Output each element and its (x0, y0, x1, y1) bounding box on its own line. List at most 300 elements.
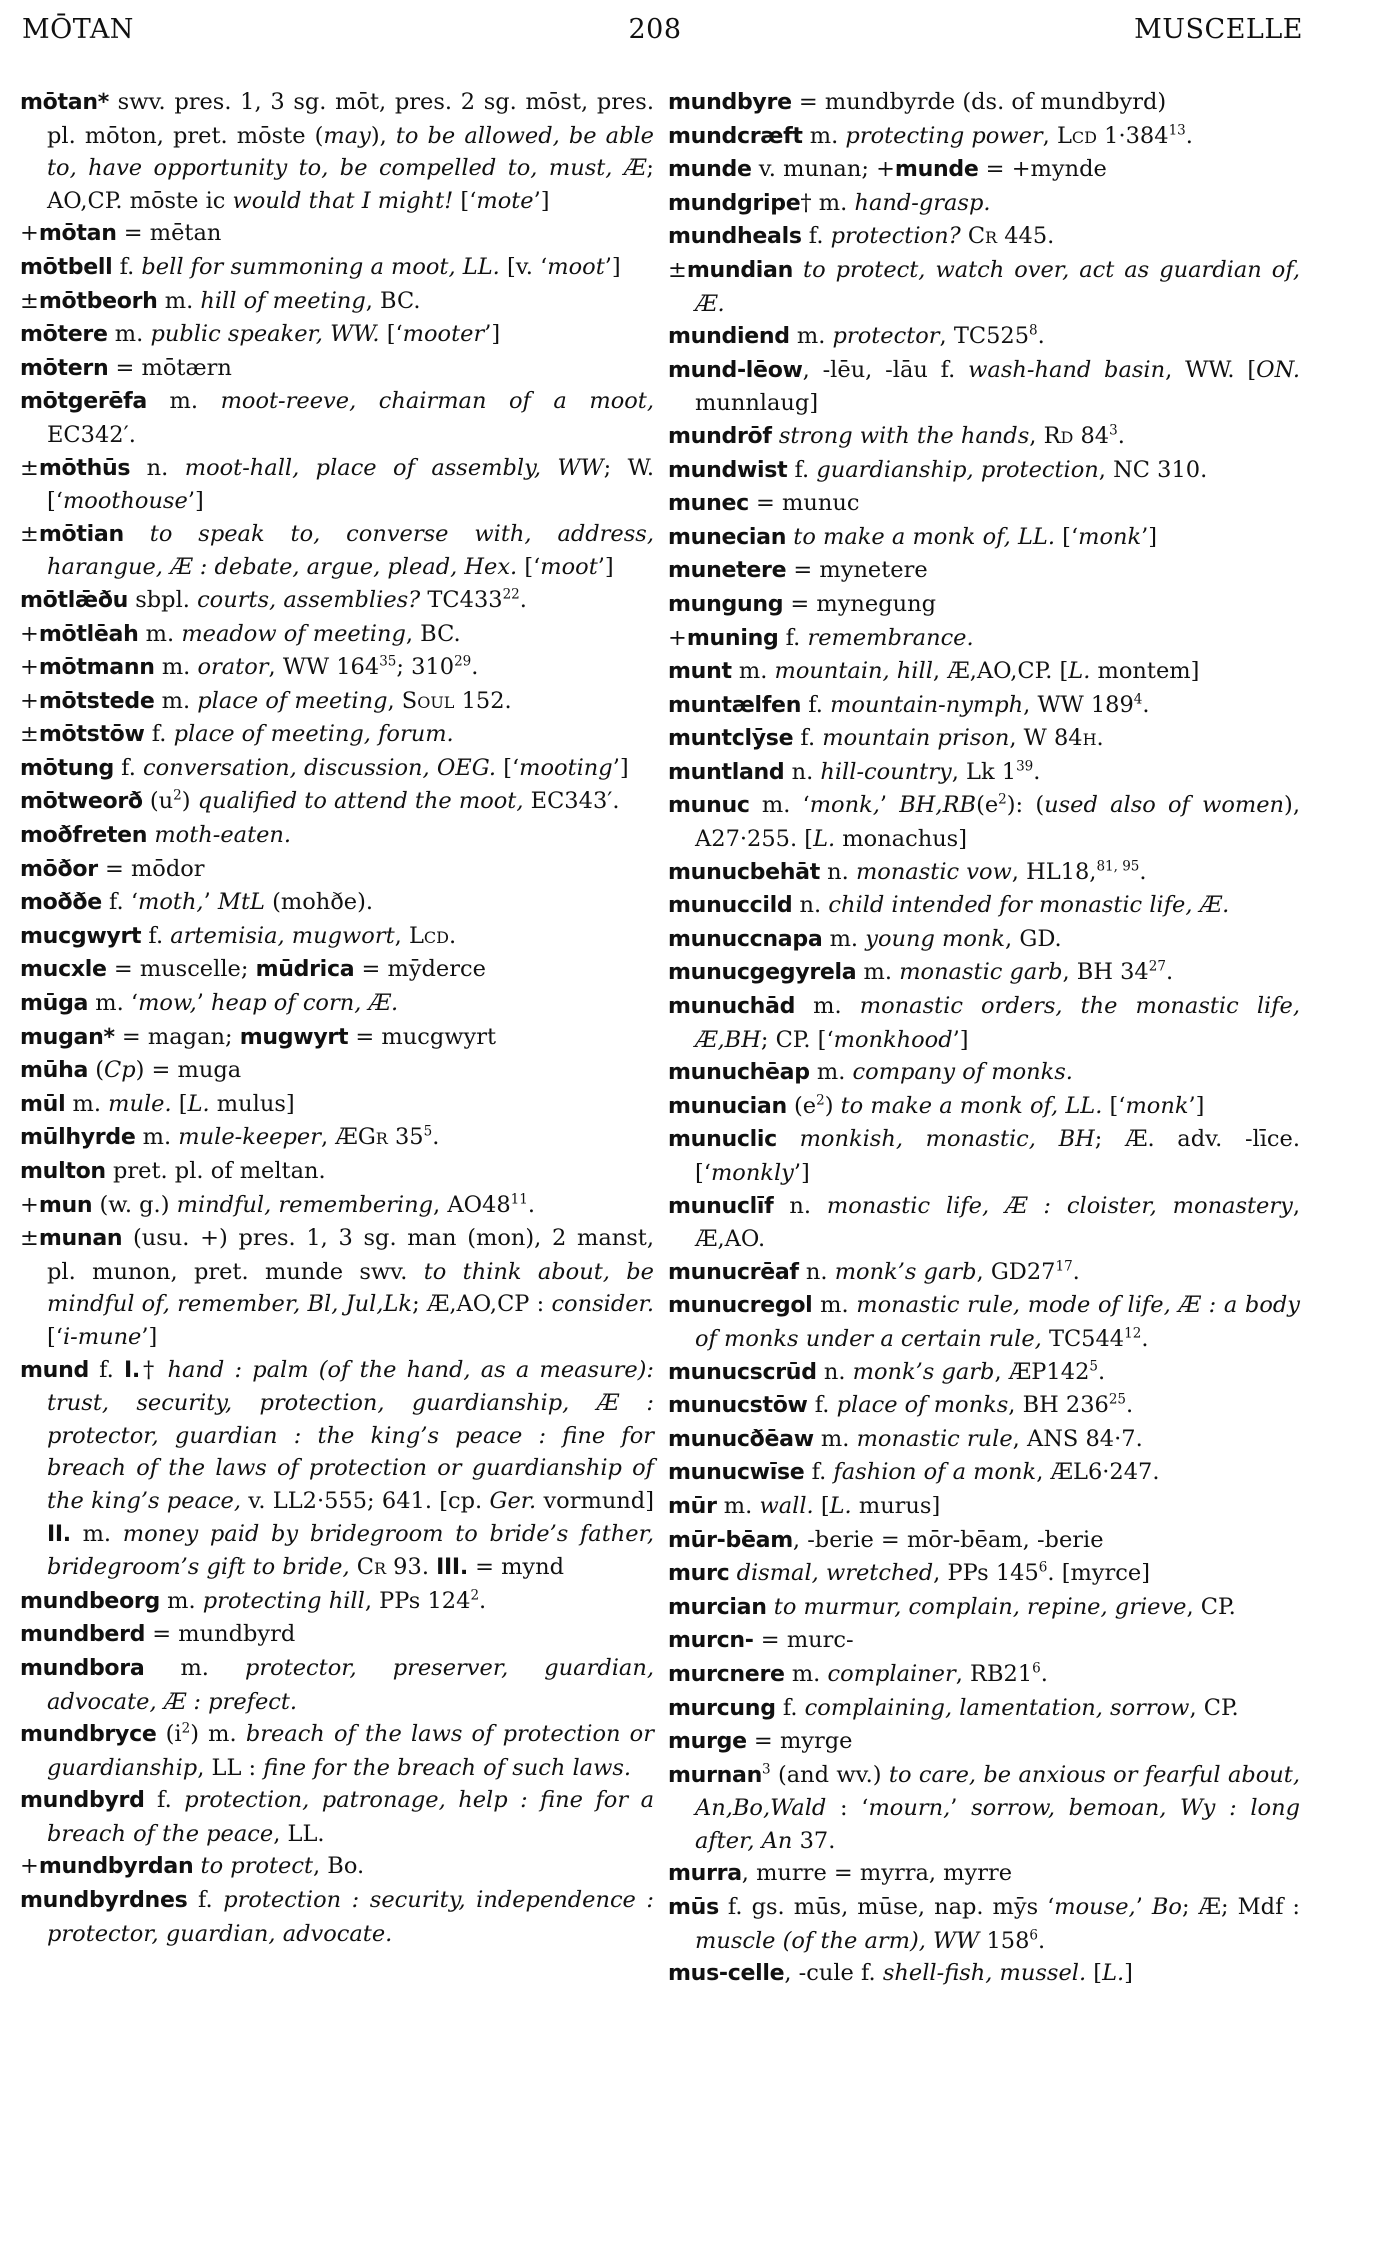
entry-text (729, 1560, 736, 1586)
dictionary-entry (668, 454, 1300, 488)
definition-italic: to make a monk of, LL. (793, 523, 1056, 550)
entry-text: m. (144, 1654, 245, 1681)
headword: munuccild (668, 893, 793, 919)
definition-italic: orator (197, 654, 269, 681)
entry-text (124, 521, 150, 547)
definition-italic: would that I might! (232, 187, 454, 214)
reference-superscript: 5 (423, 1123, 433, 1140)
definition-italic: MtL (217, 889, 265, 916)
entry-text: m. (813, 1425, 857, 1452)
dictionary-entry (668, 1759, 1300, 1858)
definition-italic: moot (540, 554, 598, 581)
entry-text: n. (773, 1192, 827, 1219)
headword: mōtbeorh (38, 288, 158, 314)
dictionary-entry (20, 1652, 654, 1718)
headword: munucstōw (668, 1393, 808, 1419)
entry-text: m. (157, 287, 201, 314)
entry-text: sbpl. (128, 586, 198, 613)
headword: mus-celle (668, 1961, 785, 1987)
headword: mundbyrdnes (20, 1888, 188, 1914)
definition-italic: moothouse (62, 488, 188, 515)
entry-text: m. (154, 654, 198, 681)
entry-text: . (1097, 1358, 1106, 1385)
entry-text: [ (171, 1090, 188, 1117)
definition-italic: breach of the laws of protection or guardianship (47, 1721, 654, 1781)
definition-italic: hand-grasp. (854, 189, 991, 216)
definition-italic: sorrow, bemoan, Wy : long after, An (695, 1795, 1300, 1854)
dictionary-entry (668, 1356, 1300, 1390)
entry-text: . (1185, 122, 1193, 149)
entry-text (793, 257, 803, 283)
definition-italic: mow, (138, 990, 197, 1017)
headword: mundbeorg (20, 1588, 160, 1614)
definition-italic: child intended for monastic life, Æ. (828, 892, 1230, 919)
entry-text: f. (804, 1459, 834, 1486)
entry-text: f. (144, 1787, 185, 1814)
definition-italic: monk’s garb (852, 1358, 995, 1385)
definition-italic: mule-keeper (178, 1124, 321, 1151)
headword: mundgripe (668, 190, 801, 216)
entry-text: , RB21 (955, 1660, 1033, 1687)
dictionary-entry (20, 1088, 654, 1122)
source-abbreviation: Cr (356, 1554, 387, 1581)
reference-superscript: 39 (1016, 758, 1034, 775)
dictionary-entry (668, 1524, 1300, 1558)
entry-text: , ANS 84·7. (1012, 1425, 1143, 1452)
entry-text: monachus] (835, 826, 968, 853)
entry-text: (e (786, 1092, 817, 1119)
headword: munec (668, 491, 749, 517)
source-abbreviation: Rd (1043, 422, 1074, 449)
entry-text: n. (792, 892, 829, 919)
entry-text: m. (731, 658, 775, 685)
dictionary-entry (668, 1423, 1300, 1457)
entry-text: (mohðe). (264, 889, 374, 916)
source-abbreviation: Cr (967, 223, 998, 250)
entry-text: ; Æ. adv. -līce. [‘ (695, 1126, 1301, 1186)
entry-text: f. ‘ (101, 889, 139, 916)
reference-superscript: 13 (1168, 122, 1186, 139)
entry-text: ; 310 (396, 654, 455, 681)
entry-text: . (1117, 422, 1125, 449)
definition-italic: guardianship, protection (816, 456, 1099, 483)
headword: mōtan (38, 221, 117, 247)
definition-italic: young monk (865, 925, 1006, 952)
dictionary-entry (668, 1957, 1300, 1991)
definition-italic: mouse, (1054, 1894, 1136, 1921)
entry-text: f. (144, 721, 174, 748)
headword: mundbyre (668, 90, 792, 115)
dictionary-entry (20, 251, 654, 285)
definition-italic: L. (1102, 1960, 1125, 1987)
reference-superscript: 6 (1029, 1927, 1038, 1944)
entry-text: m. (65, 1090, 109, 1117)
entry-text: [ (1086, 1960, 1103, 1987)
definition-italic: mooter (402, 321, 485, 348)
definition-italic: monastic vow (855, 858, 1012, 885)
definition-italic: mooting (519, 754, 613, 781)
entry-text: , Æ,AO,CP. [ (932, 658, 1069, 685)
reference-superscript: 3 (762, 1761, 771, 1778)
entry-text: m. (809, 1059, 853, 1086)
entry-text: m. ‘ (749, 792, 810, 819)
entry-text: m. (856, 959, 900, 986)
definition-italic: mountain, hill (774, 658, 933, 685)
headword: mōðor (20, 856, 98, 882)
entry-text: + (20, 687, 39, 714)
definition-italic: mote (476, 187, 534, 214)
reference-superscript: 8 (1029, 322, 1038, 339)
definition-italic: to make a monk of, LL. (840, 1092, 1103, 1119)
entry-text: . (1142, 691, 1150, 718)
dictionary-entry (20, 1884, 654, 1950)
dictionary-entry (20, 651, 654, 685)
entry-text: m. (795, 993, 860, 1020)
definition-italic: protection, patronage, help : fine for a breach of the peace (47, 1787, 654, 1847)
entry-text: 37. (792, 1827, 836, 1854)
entry-text: 84 (1073, 422, 1110, 449)
entry-text: [‘ (47, 1323, 63, 1350)
headword: mūlhyrde (20, 1125, 136, 1151)
dictionary-entry (20, 1121, 654, 1155)
dictionary-entry (20, 1054, 654, 1088)
dictionary-entry (20, 685, 654, 719)
entry-text: . (1040, 1660, 1048, 1687)
entry-text: m. ‘ (88, 990, 139, 1017)
dictionary-entry (20, 1222, 654, 1353)
entry-text: = mundbyrde (ds. of mundbyrd) (791, 89, 1167, 115)
entry-text: : ‘ (826, 1795, 869, 1822)
entry-text: . (527, 1191, 535, 1218)
entry-text: , (394, 922, 409, 949)
headword: muntælfen (668, 692, 802, 718)
entry-text: n. (819, 858, 856, 885)
dictionary-entry (668, 689, 1300, 723)
entry-text: + (20, 1853, 39, 1880)
headword: mūr-bēam (668, 1527, 793, 1553)
headword: murcnere (668, 1661, 785, 1687)
entry-text: , ÆL6·247. (1036, 1459, 1160, 1486)
headword: murc (668, 1561, 730, 1587)
dictionary-entry (20, 819, 654, 853)
headword: munuccnapa (668, 926, 823, 952)
headword: mūga (20, 991, 89, 1017)
headword: munucregol (668, 1293, 813, 1319)
definition-italic: monkhood (833, 1026, 953, 1053)
entry-text: montem] (1090, 658, 1200, 685)
headword: munt (668, 659, 732, 685)
entry-text: [‘ (379, 321, 403, 348)
entry-text: ) (181, 788, 198, 815)
headword: munde (668, 157, 752, 183)
definition-italic: to protect, watch over, act as guardian of, Æ. (695, 256, 1300, 317)
definition-italic: artemisia, mugwort (170, 922, 395, 949)
entry-text: EC342′. (47, 421, 136, 448)
entry-text: f. (778, 624, 808, 651)
entry-text: m. (138, 620, 182, 647)
entry-text: f. (187, 1887, 224, 1914)
dictionary-entry (668, 722, 1300, 756)
entry-text: v. LL2·555; 641. [cp. (241, 1487, 490, 1514)
reference-superscript: 12 (1124, 1325, 1142, 1342)
dictionary-entry (668, 1090, 1300, 1124)
entry-text: , WW 164 (268, 654, 380, 681)
entry-text: 1·384 (1096, 122, 1169, 149)
definition-italic: BH,RB (899, 792, 977, 819)
entry-text: m. (159, 1587, 203, 1614)
definition-italic: dismal, wretched (736, 1560, 934, 1587)
entry-text: m. (70, 1520, 123, 1547)
left-column (20, 86, 654, 1950)
definition-italic: moot-hall, place of assembly, WW (184, 454, 604, 481)
entry-text: , LL. (273, 1820, 325, 1847)
entry-text: . (479, 1587, 487, 1614)
entry-text: = mōdor (97, 855, 205, 882)
source-abbreviation: Lcd (1056, 122, 1097, 149)
entry-text: , WW 189 (1023, 691, 1134, 718)
definition-italic: monk (1125, 1092, 1189, 1119)
right-column (668, 86, 1300, 1991)
entry-text: f. (114, 754, 144, 781)
entry-text: ’] (597, 554, 614, 581)
definition-italic: moot (547, 253, 605, 280)
entry-text: , -berie = mōr-bēam, -berie (792, 1526, 1104, 1553)
entry-text: f. (112, 253, 142, 280)
headword: mund-lēow (668, 357, 803, 383)
entry-text: 93. (386, 1554, 437, 1581)
dictionary-entry (668, 655, 1300, 689)
definition-italic: moth, (138, 889, 204, 916)
dictionary-entry (668, 187, 1300, 221)
dictionary-entry (668, 1490, 1300, 1524)
definition-italic: hand : palm (of the hand, as a measure): trust, security, protection, guardianship, Æ : protector, guardian : the king’s peace : fine for breach of the laws of protection or guardianship of the king’s peace, (47, 1356, 655, 1514)
entry-text: . [myrce] (1047, 1560, 1150, 1587)
definition-italic: mindful, remembering (176, 1191, 434, 1218)
headword: munucbehāt (668, 859, 820, 885)
definition-italic: to think about, be mindful of, remember, Bl, Jul,Lk (47, 1258, 654, 1318)
headword: mōtung (20, 755, 115, 781)
definition-italic: L. (829, 1492, 852, 1519)
entry-text: m. (812, 1292, 857, 1319)
entry-text: m. (789, 323, 833, 350)
entry-text: 158 (979, 1927, 1030, 1954)
dictionary-entry (668, 1456, 1300, 1490)
dictionary-entry (668, 521, 1300, 555)
entry-text: mulus] (209, 1090, 295, 1117)
dictionary-entry (668, 1658, 1300, 1692)
dictionary-entry (20, 318, 654, 352)
entry-text (777, 1126, 800, 1152)
entry-text: = munuc (748, 490, 860, 517)
headword: mōtian (38, 521, 124, 547)
definition-italic: Bo (1151, 1894, 1182, 1921)
definition-italic: moth-eaten. (154, 822, 292, 849)
entry-text: , LL : (197, 1754, 264, 1781)
dictionary-entry (20, 618, 654, 652)
entry-text: [ (813, 1492, 830, 1519)
entry-text: m. (716, 1492, 760, 1519)
dictionary-entry (20, 1618, 654, 1652)
entry-text (193, 1853, 200, 1879)
entry-text: (w. g.) (92, 1191, 177, 1218)
definition-italic: to protect (200, 1853, 313, 1880)
reference-superscript: 5 (1089, 1358, 1098, 1375)
headword: I. (124, 1357, 140, 1383)
reference-superscript: 2 (173, 787, 182, 804)
entry-text: . (471, 654, 479, 681)
entry-text: ’] (793, 1160, 810, 1186)
dictionary-entry (668, 1056, 1300, 1090)
entry-text: EC343′. (523, 788, 620, 815)
definition-italic: mule. (108, 1090, 172, 1117)
reference-superscript: 2 (470, 1587, 480, 1604)
entry-text: m. (802, 122, 846, 149)
entry-text: n. (798, 1258, 835, 1285)
dictionary-entry (20, 953, 654, 987)
entry-text: , Bo. (313, 1853, 365, 1880)
headword: II. (47, 1521, 71, 1547)
entry-text: . (1072, 1258, 1080, 1285)
dictionary-entry (668, 120, 1300, 154)
definition-italic: place of monks (836, 1392, 1009, 1419)
entry-text: (i (156, 1721, 182, 1748)
entry-text: = murc- (753, 1627, 854, 1654)
headword: murcn- (668, 1628, 754, 1654)
entry-text: [v. ‘ (499, 253, 548, 280)
definition-italic: hill-country (820, 758, 952, 785)
headword: munuchād (668, 994, 796, 1020)
entry-text: [‘ (1055, 523, 1079, 550)
headword: mucxle (20, 957, 107, 983)
headword: mungung (668, 591, 784, 617)
entry-text: m. (147, 388, 221, 415)
entry-text: , NC 310. (1098, 456, 1208, 483)
headword: mugwyrt (239, 1024, 349, 1050)
entry-text: + (20, 620, 39, 647)
entry-text: swv. pres. 1, 3 sg. mōt, pres. 2 sg. mōst, pres. pl. mōton, pret. mōste ( (47, 89, 654, 149)
reference-superscript: 2 (998, 791, 1007, 808)
definition-italic: Cp (103, 1057, 136, 1084)
definition-italic: monastic rule, mode of life, Æ : a body of monks under a certain rule, (695, 1292, 1301, 1352)
headword: mund (20, 1357, 89, 1383)
entry-text: n. (784, 758, 821, 785)
definition-italic: protecting power (845, 122, 1043, 149)
entry-text: ’] (533, 187, 550, 214)
dictionary-entry (20, 217, 654, 251)
headword: murnan (668, 1762, 763, 1788)
headword: mōtstōw (38, 722, 145, 748)
dictionary-entry (20, 1354, 654, 1585)
definition-italic: may (323, 122, 371, 149)
entry-text: munnlaug] (695, 390, 819, 417)
source-abbreviation: Soul (401, 687, 455, 714)
running-head-right: MUSCELLE (1134, 14, 1303, 45)
entry-text: , CP. (1189, 1694, 1239, 1721)
definition-italic: place of meeting (197, 687, 388, 714)
definition-italic: monastic orders, the monastic life, Æ,BH (695, 993, 1301, 1053)
entry-text: , (387, 687, 402, 714)
entry-text: = magan; (114, 1023, 240, 1050)
dictionary-entry (668, 856, 1300, 890)
definition-italic: moot-reeve, chairman of a moot, (220, 388, 654, 415)
entry-text: , WW. [ (1165, 356, 1257, 383)
definition-italic: company of monks. (852, 1059, 1073, 1086)
entry-text: m. (822, 925, 866, 952)
entry-text: ± (20, 454, 39, 481)
entry-text: ; Æ; Mdf : (1181, 1894, 1300, 1921)
definition-italic: to murmur, complain, repine, grieve (773, 1593, 1187, 1620)
dictionary-entry (20, 785, 654, 819)
dictionary-entry (668, 554, 1300, 588)
definition-italic: monk, (809, 792, 880, 819)
headword: mōtern (20, 355, 109, 381)
headword: munucrēaf (668, 1259, 799, 1285)
entry-text: f. (801, 223, 831, 250)
dictionary-entry (668, 1289, 1300, 1355)
entry-text: , PPs 145 (933, 1560, 1039, 1587)
definition-italic: protector, preserver, guardian, advocate, Æ : prefect. (47, 1654, 654, 1715)
headword: mundian (686, 257, 794, 283)
headword: murcung (668, 1695, 776, 1721)
headword: mūdrica (255, 957, 355, 983)
definition-italic: complaining, lamentation, sorrow (804, 1694, 1190, 1721)
definition-italic: protecting hill (202, 1587, 365, 1614)
headword: mūr (668, 1493, 717, 1519)
reference-superscript: 27 (1148, 958, 1166, 975)
definition-italic: i-mune (62, 1323, 142, 1350)
definition-italic: L. (1068, 658, 1091, 685)
headword: mūha (20, 1058, 89, 1084)
entry-text: = +mynde (978, 156, 1107, 183)
entry-text: , BC. (365, 287, 421, 314)
dictionary-entry (668, 923, 1300, 957)
definition-italic: public speaker, WW. (150, 321, 380, 348)
entry-text: ’] (604, 253, 621, 280)
definition-italic: mountain prison (822, 725, 1010, 752)
entry-text: ( (88, 1057, 104, 1084)
entry-text: m. (784, 1660, 828, 1687)
definition-italic: fine for the breach of such laws. (263, 1754, 632, 1781)
entry-text: ± (20, 520, 39, 547)
headword: mōtgerēfa (20, 389, 147, 415)
headword: mūl (20, 1091, 66, 1117)
entry-text: ’] (952, 1026, 969, 1053)
entry-text: ; W. [‘ (47, 454, 655, 515)
headword: mūs (668, 1895, 719, 1921)
entry-text: , CP. (1186, 1593, 1236, 1620)
entry-text: + (20, 1191, 39, 1218)
definition-italic: monastic life, Æ : cloister, monastery (826, 1192, 1293, 1219)
entry-text: vormund] (536, 1487, 654, 1514)
headword: munucðēaw (668, 1426, 814, 1452)
entry-text: , -cule f. (784, 1960, 883, 1987)
definition-italic: monastic rule (856, 1425, 1013, 1452)
definition-italic: bell for summoning a moot, LL. (141, 253, 500, 280)
dictionary-entry (20, 987, 654, 1021)
headword: mōtlēah (38, 621, 139, 647)
entry-text: [‘ (1102, 1092, 1126, 1119)
entry-text (772, 423, 779, 449)
dictionary-entry (668, 420, 1300, 454)
entry-text: = mōtærn (108, 354, 232, 381)
entry-text: = myrge (746, 1728, 853, 1755)
headword: multon (20, 1159, 106, 1184)
entry-text: ’] (612, 754, 629, 781)
definition-italic: monastic garb (899, 959, 1063, 986)
entry-text: (and wv.) (770, 1761, 889, 1788)
entry-text: , murre = myrra, myrre (741, 1860, 1013, 1887)
entry-text: , BH 236 (1008, 1392, 1109, 1419)
